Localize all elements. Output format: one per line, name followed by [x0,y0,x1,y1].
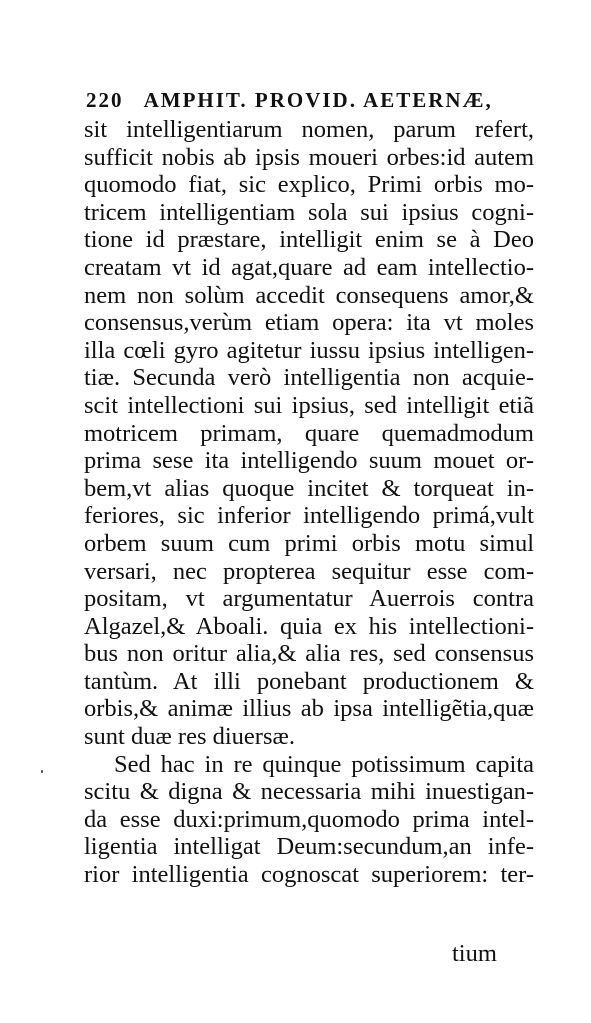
text-line: quomodo fiat, sic explico, Primi orbis mo- [84,171,534,199]
text-line: prima sese ita intelligendo suum mouet or- [84,447,534,475]
text-line: scitu & digna & necessaria mihi inuestigan- [84,778,534,806]
paragraph [84,116,534,751]
text-line: positam, vt argumentatur Auerrois contra [84,585,534,613]
ink-speck [41,770,43,773]
text-line: orbis,& animæ illius ab ipsa intelligẽtia,quæ [84,695,534,723]
text-line: bus non oritur alia,& alia res, sed consensus [84,640,534,668]
text-line: consensus,verùm etiam opera: ita vt moles [84,309,534,337]
page-number: 220 [86,88,124,112]
text-line: da esse duxi:primum,quomodo prima intel- [84,805,534,833]
text-line: feriores, sic inferior intelligendo primá,vult [84,502,534,530]
text-line: creatam vt id agat,quare ad eam intellectio- [84,253,534,281]
text-line: orbem suum cum primi orbis motu simul [84,529,534,557]
text-line: rior intelligentia cognoscat superiorem: ter- [84,861,534,889]
text-line: sunt duæ res diuersæ. [84,723,295,751]
text-line: sit intelligentiarum nomen, parum refert, [84,116,534,143]
text-line: tantùm. At illi ponebant productionem & [84,667,534,695]
text-line: scit intellectioni sui ipsius, sed intelligit etiã [84,391,534,419]
text-line: nem non solùm accedit consequens amor,& [84,281,534,309]
paragraph [84,751,534,889]
text-line: tione id præstare, intelligit enim se à Deo [84,226,534,254]
text-line: Sed hac in re quinque potissimum capita [114,750,534,778]
text-line: tiæ. Secunda verò intelligentia non acquie- [84,364,534,392]
text-line: sufficit nobis ab ipsis moueri orbes:id autem [84,143,534,171]
running-title: AMPHIT. PROVID. AETERNÆ, [143,88,493,112]
text-line: motricem primam, quare quemadmodum [84,419,534,447]
text-line: ligentia intelligat Deum:secundum,an infe- [84,833,534,861]
text-body [84,116,534,889]
catchword: tium [452,940,497,967]
text-line: Algazel,& Aboali. quia ex his intellectioni- [84,612,534,640]
text-line: bem,vt alias quoque incitet & torqueat in- [84,474,534,502]
text-line: versari, nec propterea sequitur esse com- [84,557,534,585]
text-line: illa cœli gyro agitetur iussu ipsius intelligen- [84,336,534,364]
running-header [86,88,526,113]
text-line: tricem intelligentiam sola sui ipsius cogni- [84,198,534,226]
